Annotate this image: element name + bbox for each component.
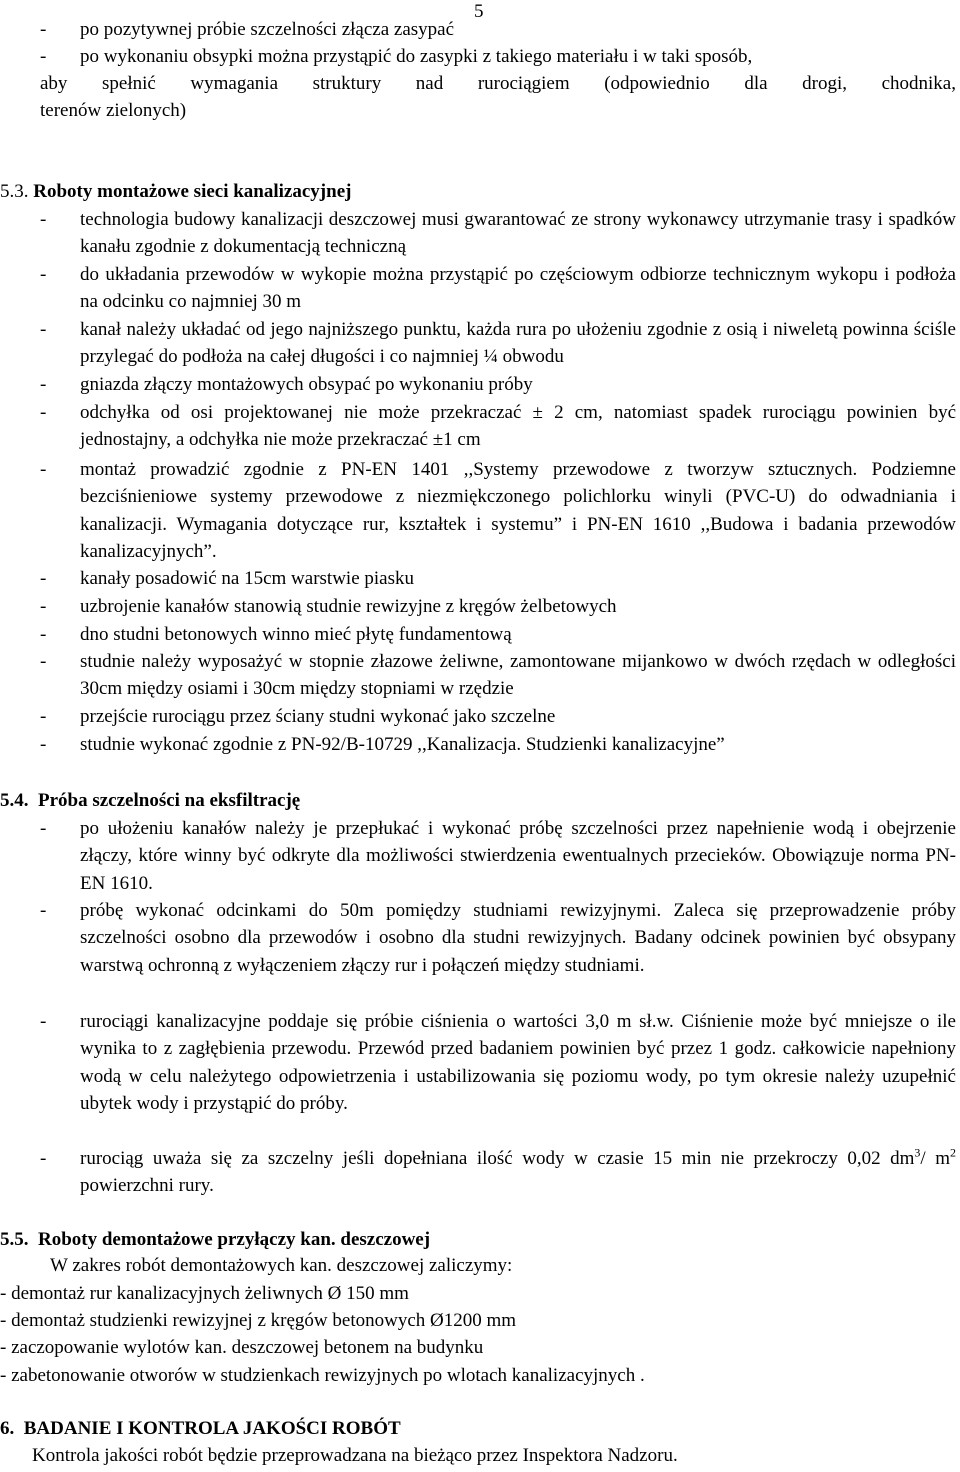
list-item: - technologia budowy kanalizacji deszczowej musi gwarantować ze strony wykonawcy utrzymanie trasy i spadków kanału zgodnie z dokumentacją techniczną bbox=[40, 206, 956, 261]
plain-list-item: - demontaż rur kanalizacyjnych żeliwnych Ø 150 mm bbox=[0, 1283, 409, 1304]
list-item: - dno studni betonowych winno mieć płytę fundamentową bbox=[40, 621, 956, 648]
list-item: - rurociąg uważa się za szczelny jeśli dopełniana ilość wody w czasie 15 min nie przekroczy 0,02 $dm^3/$ $m^2$ powierzchni rury. bbox=[40, 1145, 956, 1200]
list-item-text: po wykonaniu obsypki można przystąpić do zasypki z takiego materiału i w taki sposób, bbox=[80, 46, 753, 67]
list-item: - do układania przewodów w wykopie można przystąpić po częściowym odbiorze technicznym wykopu i podłoża na odcinku co najmniej 30 m bbox=[40, 261, 956, 316]
list-item-text: technologia budowy kanalizacji deszczowej musi gwarantować ze strony wykonawcy utrzymanie trasy i spadków kanału zgodnie z dokumentacją techniczną bbox=[80, 209, 956, 258]
section-intro: W zakres robót demontażowych kan. deszczowej zaliczymy: bbox=[50, 1255, 513, 1276]
list-item-continuation: aby spełnić wymagania struktury nad rurociągiem (odpowiednio dla drogi, chodnika, bbox=[40, 73, 956, 94]
list-item: - odchyłka od osi projektowanej nie może przekraczać ± 2 cm, natomiast spadek rurociągu powinien być jednostajny, a odchyłka nie może przekraczać ±1 cm bbox=[40, 399, 956, 454]
list-item-text: po ułożeniu kanałów należy je przepłukać i wykonać próbę szczelności przez napełnienie wodą i obejrzenie złączy, które winny być odkryte dla możliwości stwierdzenia ewentualnych przecieków. Obowiązuje norma PN-EN 1610. bbox=[80, 818, 956, 894]
list-item-text: próbę wykonać odcinkami do 50m pomiędzy studniami rewizyjnymi. Zaleca się przeprowadzenie próby szczelności osobno dla przewodów i osobno dla studni rewizyjnych. Badany odcinek powinien być obsypany warstwą ochronną z wyłączeniem złączy rur i połączeń między studniami. bbox=[80, 900, 956, 976]
list-item-text: kanały posadowić na 15cm warstwie piasku bbox=[80, 568, 414, 589]
plain-list-item: - demontaż studzienki rewizyjnej z kręgów betonowych Ø1200 mm bbox=[0, 1310, 517, 1331]
list-item: - studnie wykonać zgodnie z PN-92/B-10729 ,,Kanalizacja. Studzienki kanalizacyjne” bbox=[40, 731, 956, 758]
list-item-continuation: terenów zielonych) bbox=[40, 100, 187, 121]
list-item-text: rurociąg uważa się za szczelny jeśli dopełniana ilość wody w czasie 15 min nie przekroczy 0,02 $dm^3/$ $m^2$ powierzchni rury. bbox=[80, 1145, 956, 1197]
list-item: - próbę wykonać odcinkami do 50m pomiędzy studniami rewizyjnymi. Zaleca się przeprowadzenie próby szczelności osobno dla przewodów i osobno dla studni rewizyjnych. Badany odcinek powinien być obsypany warstwą ochronną z wyłączeniem złączy rur i połączeń między studniami. bbox=[40, 897, 956, 979]
list-item-text: kanał należy układać od jego najniższego punktu, każda rura po ułożeniu zgodnie z osią i niweletą powinna ściśle przylegać do podłoża na całej długości i co najmniej ¼ obwodu bbox=[80, 319, 956, 368]
list-item: - po ułożeniu kanałów należy je przepłukać i wykonać próbę szczelności przez napełnienie wodą i obejrzenie złączy, które winny być odkryte dla możliwości stwierdzenia ewentualnych przecieków. Obowiązuje norma PN-EN 1610. bbox=[40, 815, 956, 897]
list-item: - rurociągi kanalizacyjne poddaje się próbie ciśnienia o wartości 3,0 m sł.w. Ciśnienie może być mniejsze o ile wynika to z zagłębienia przewodu. Przewód przed badaniem powinien być przez 1 godz. całkowicie napełniony wodą w celu należytego odpowietrzenia i ustabilizowania się poziomu wody, po tym okresie należy uzupełnić ubytek wody i przystąpić do próby. bbox=[40, 1008, 956, 1118]
list-item-text: uzbrojenie kanałów stanowią studnie rewizyjne z kręgów żelbetowych bbox=[80, 596, 617, 617]
section-heading-5-3: 5.3. Roboty montażowe sieci kanalizacyjnej bbox=[0, 181, 352, 202]
list-item-text: gniazda złączy montażowych obsypać po wykonaniu próby bbox=[80, 374, 533, 395]
bullet-dash: - bbox=[40, 19, 47, 40]
list-item-text: do układania przewodów w wykopie można przystąpić po częściowym odbiorze technicznym wykopu i podłoża na odcinku co najmniej 30 m bbox=[80, 264, 956, 313]
list-item: - gniazda złączy montażowych obsypać po wykonaniu próby bbox=[40, 371, 956, 398]
section-heading-5-5: 5.5. Roboty demontażowe przyłączy kan. deszczowej bbox=[0, 1229, 431, 1250]
list-item-text: rurociągi kanalizacyjne poddaje się próbie ciśnienia o wartości 3,0 m sł.w. Ciśnienie może być mniejsze o ile wynika to z zagłębienia przewodu. Przewód przed badaniem powinien być przez 1 godz. całkowicie napełniony wodą w celu należytego odpowietrzenia i ustabilizowania się poziomu wody, po tym okresie należy uzupełnić ubytek wody i przystąpić do próby. bbox=[80, 1011, 956, 1115]
list-item: - montaż prowadzić zgodnie z PN-EN 1401 ,,Systemy przewodowe z tworzyw sztucznych. Podziemne bezciśnieniowe systemy przewodowe z niezmiękczonego polichlorku winyli (PVC-U) do odwadniania i kanalizacji. Wymagania dotyczące rur, kształtek i systemu” i PN-EN 1610 ,,Budowa i badania przewodów kanalizacyjnych”. bbox=[40, 456, 956, 566]
list-item-text: dno studni betonowych winno mieć płytę fundamentową bbox=[80, 624, 512, 645]
section-heading-6: 6. BADANIE I KONTROLA JAKOŚCI ROBÓT bbox=[0, 1418, 401, 1439]
list-item: - studnie należy wyposażyć w stopnie złazowe żeliwne, zamontowane mijankowo w dwóch rzędach w odległości 30cm między osiami i 30cm między stopniami w rzędzie bbox=[40, 648, 956, 703]
list-item: - uzbrojenie kanałów stanowią studnie rewizyjne z kręgów żelbetowych bbox=[40, 593, 956, 620]
plain-list-item: - zabetonowanie otworów w studzienkach rewizyjnych po wlotach kanalizacyjnych . bbox=[0, 1365, 645, 1386]
list-item: - kanały posadowić na 15cm warstwie piasku bbox=[40, 565, 956, 592]
list-item-text: studnie należy wyposażyć w stopnie złazowe żeliwne, zamontowane mijankowo w dwóch rzędach w odległości 30cm między osiami i 30cm między stopniami w rzędzie bbox=[80, 651, 956, 700]
plain-list-item: - zaczopowanie wylotów kan. deszczowej betonem na budynku bbox=[0, 1337, 484, 1358]
list-item-text: przejście rurociągu przez ściany studni wykonać jako szczelne bbox=[80, 706, 556, 727]
list-item: - kanał należy układać od jego najniższego punktu, każda rura po ułożeniu zgodnie z osią i niweletą powinna ściśle przylegać do podłoża na całej długości i co najmniej ¼ obwodu bbox=[40, 316, 956, 371]
list-item-text: po pozytywnej próbie szczelności złącza zasypać bbox=[80, 19, 455, 40]
section-heading-5-4: 5.4. Próba szczelności na eksfiltrację bbox=[0, 790, 301, 811]
list-item bbox=[40, 43, 956, 70]
bullet-dash: - bbox=[40, 46, 47, 67]
list-item-text: odchyłka od osi projektowanej nie może przekraczać ± 2 cm, natomiast spadek rurociągu powinien być jednostajny, a odchyłka nie może przekraczać ±1 cm bbox=[80, 402, 956, 451]
list-item bbox=[40, 16, 956, 43]
list-item-text: studnie wykonać zgodnie z PN-92/B-10729 ,,Kanalizacja. Studzienki kanalizacyjne” bbox=[80, 734, 725, 755]
section-text: Kontrola jakości robót będzie przeprowadzana na bieżąco przez Inspektora Nadzoru. bbox=[32, 1445, 678, 1466]
list-item-text: montaż prowadzić zgodnie z PN-EN 1401 ,,Systemy przewodowe z tworzyw sztucznych. Podziemne bezciśnieniowe systemy przewodowe z niezmiękczonego polichlorku winyli (PVC-U) do odwadniania i kanalizacji. Wymagania dotyczące rur, kształtek i systemu” i PN-EN 1610 ,,Budowa i badania przewodów kanalizacyjnych”. bbox=[80, 459, 956, 563]
list-item: - przejście rurociągu przez ściany studni wykonać jako szczelne bbox=[40, 703, 956, 730]
page-number: 5 bbox=[474, 1, 484, 22]
